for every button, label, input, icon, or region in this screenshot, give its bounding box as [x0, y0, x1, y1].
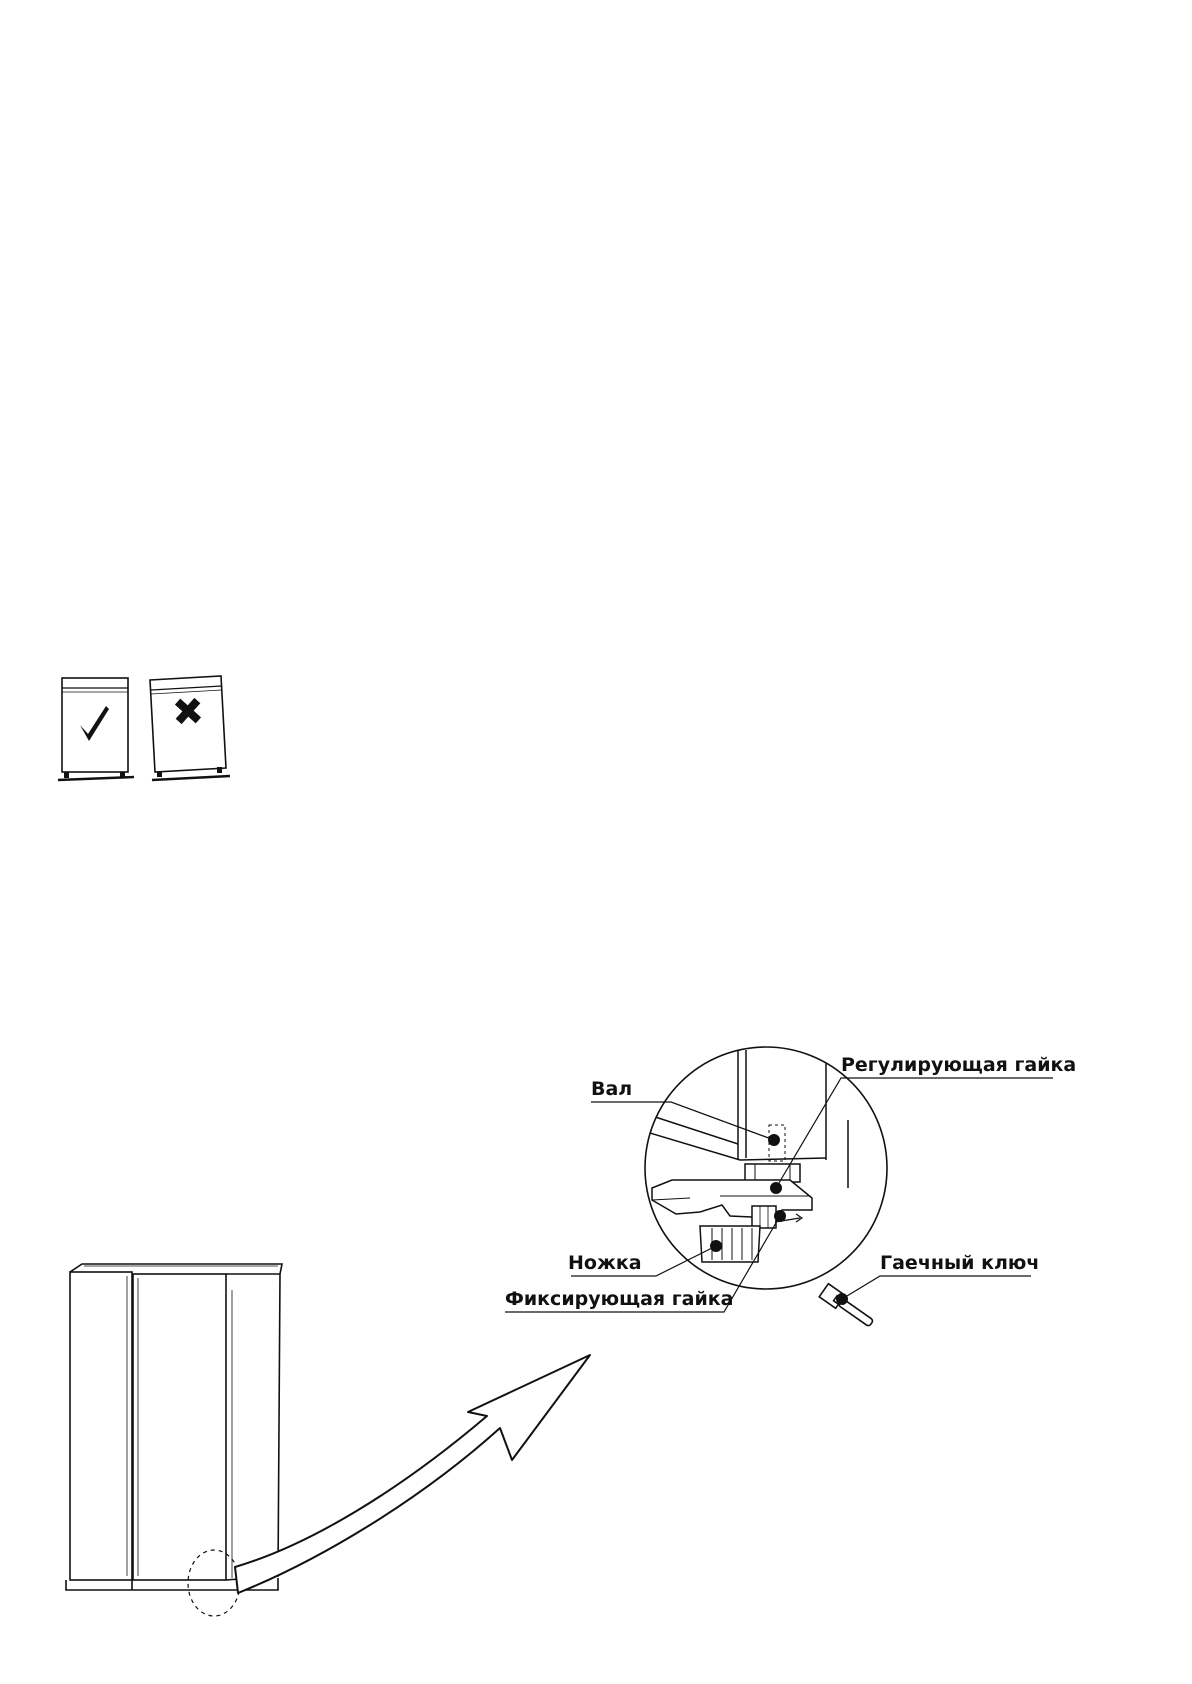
level-incorrect-icon: [150, 676, 230, 780]
pointer-arrow: [235, 1355, 590, 1593]
wrench-icon: [819, 1284, 876, 1330]
label-wrench: Гаечный ключ: [880, 1252, 1040, 1274]
label-foot: Ножка: [568, 1252, 642, 1274]
label-adjusting-nut: Регулирующая гайка: [841, 1054, 1077, 1076]
label-shaft: Вал: [591, 1078, 633, 1100]
level-correct-icon: [58, 678, 134, 780]
label-locking-nut: Фиксирующая гайка: [505, 1288, 734, 1310]
detail-magnifier: [640, 1047, 887, 1289]
